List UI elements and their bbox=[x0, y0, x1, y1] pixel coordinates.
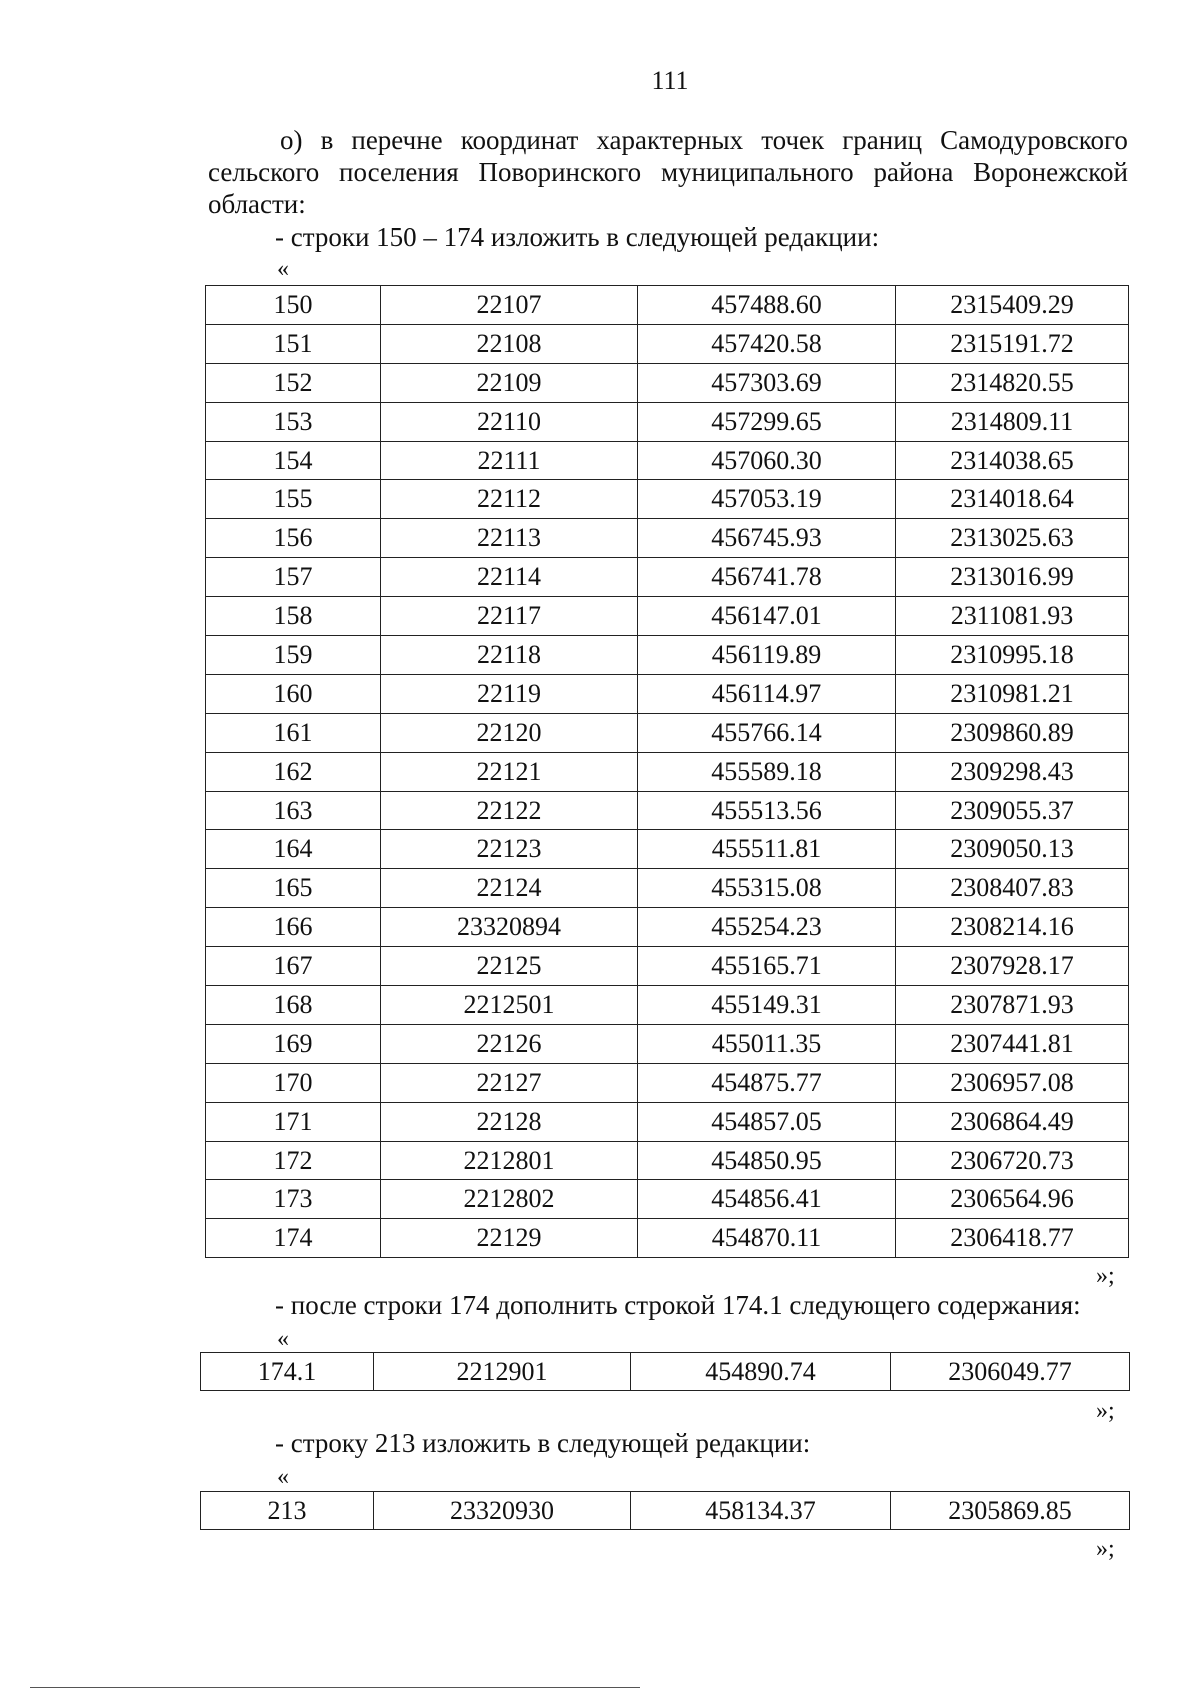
y-coordinate-cell: 2307441.81 bbox=[896, 1024, 1129, 1063]
intro-line-2 bbox=[208, 156, 1128, 188]
point-id-cell: 2212801 bbox=[381, 1141, 638, 1180]
table-row bbox=[206, 1219, 1129, 1258]
intro-word: сельского bbox=[208, 157, 320, 187]
row-number-cell: 159 bbox=[206, 636, 381, 675]
point-id-cell: 22121 bbox=[381, 752, 638, 791]
intro-word: перечне bbox=[351, 125, 443, 155]
x-coordinate-cell: 456119.89 bbox=[638, 636, 896, 675]
row-number-cell: 151 bbox=[206, 324, 381, 363]
row-number-cell: 170 bbox=[206, 1063, 381, 1102]
table-row bbox=[201, 1353, 1130, 1391]
point-id-cell: 22112 bbox=[381, 480, 638, 519]
x-coordinate-cell: 455589.18 bbox=[638, 752, 896, 791]
point-id-cell: 22128 bbox=[381, 1102, 638, 1141]
open-quote: « bbox=[277, 1464, 289, 1490]
point-id-cell: 22127 bbox=[381, 1063, 638, 1102]
y-coordinate-cell: 2306418.77 bbox=[896, 1219, 1129, 1258]
point-id-cell: 22114 bbox=[381, 558, 638, 597]
table-row bbox=[206, 480, 1129, 519]
y-coordinate-cell: 2306864.49 bbox=[896, 1102, 1129, 1141]
row-number-cell: 171 bbox=[206, 1102, 381, 1141]
x-coordinate-cell: 457053.19 bbox=[638, 480, 896, 519]
intro-word: Самодуровского bbox=[940, 125, 1128, 155]
point-id-cell: 2212901 bbox=[374, 1353, 631, 1391]
intro-word: муниципального bbox=[660, 157, 854, 187]
y-coordinate-cell: 2305869.85 bbox=[891, 1492, 1130, 1530]
x-coordinate-cell: 456147.01 bbox=[638, 597, 896, 636]
y-coordinate-cell: 2315191.72 bbox=[896, 324, 1129, 363]
table-row bbox=[206, 636, 1129, 675]
x-coordinate-cell: 456114.97 bbox=[638, 674, 896, 713]
table-row bbox=[206, 286, 1129, 325]
intro-word: в bbox=[320, 125, 334, 155]
close-quote: »; bbox=[1096, 1398, 1115, 1424]
row-number-cell: 156 bbox=[206, 519, 381, 558]
x-coordinate-cell: 455766.14 bbox=[638, 713, 896, 752]
x-coordinate-cell: 454870.11 bbox=[638, 1219, 896, 1258]
y-coordinate-cell: 2310981.21 bbox=[896, 674, 1129, 713]
table-row bbox=[206, 1024, 1129, 1063]
x-coordinate-cell: 457420.58 bbox=[638, 324, 896, 363]
point-id-cell: 22107 bbox=[381, 286, 638, 325]
y-coordinate-cell: 2310995.18 bbox=[896, 636, 1129, 675]
point-id-cell: 22117 bbox=[381, 597, 638, 636]
table-row bbox=[206, 402, 1129, 441]
table-row bbox=[201, 1492, 1130, 1530]
table-row bbox=[206, 908, 1129, 947]
point-id-cell: 23320930 bbox=[374, 1492, 631, 1530]
row-number-cell: 213 bbox=[201, 1492, 374, 1530]
close-quote: »; bbox=[1096, 1536, 1115, 1562]
row-number-cell: 163 bbox=[206, 791, 381, 830]
table-row bbox=[206, 1102, 1129, 1141]
table-row bbox=[206, 947, 1129, 986]
y-coordinate-cell: 2313025.63 bbox=[896, 519, 1129, 558]
point-id-cell: 22109 bbox=[381, 363, 638, 402]
point-id-cell: 23320894 bbox=[381, 908, 638, 947]
table-row bbox=[206, 519, 1129, 558]
bottom-divider bbox=[30, 1687, 640, 1688]
x-coordinate-cell: 454850.95 bbox=[638, 1141, 896, 1180]
x-coordinate-cell: 458134.37 bbox=[631, 1492, 891, 1530]
table-row bbox=[206, 324, 1129, 363]
intro-word: характерных bbox=[596, 125, 744, 155]
y-coordinate-cell: 2306049.77 bbox=[891, 1353, 1130, 1391]
table-row bbox=[206, 441, 1129, 480]
y-coordinate-cell: 2307928.17 bbox=[896, 947, 1129, 986]
x-coordinate-cell: 455315.08 bbox=[638, 869, 896, 908]
row-number-cell: 153 bbox=[206, 402, 381, 441]
point-id-cell: 22123 bbox=[381, 830, 638, 869]
x-coordinate-cell: 457299.65 bbox=[638, 402, 896, 441]
y-coordinate-cell: 2314018.64 bbox=[896, 480, 1129, 519]
row-number-cell: 173 bbox=[206, 1180, 381, 1219]
row-213-table bbox=[200, 1491, 1130, 1530]
row-174-1-table bbox=[200, 1352, 1130, 1391]
x-coordinate-cell: 454856.41 bbox=[638, 1180, 896, 1219]
x-coordinate-cell: 456745.93 bbox=[638, 519, 896, 558]
row-number-cell: 155 bbox=[206, 480, 381, 519]
row-number-cell: 157 bbox=[206, 558, 381, 597]
instruction-add-row-174-1: - после строки 174 дополнить строкой 174.1 следующего содержания: bbox=[275, 1290, 1081, 1320]
table-row bbox=[206, 1180, 1129, 1219]
y-coordinate-cell: 2311081.93 bbox=[896, 597, 1129, 636]
point-id-cell: 22126 bbox=[381, 1024, 638, 1063]
row-number-cell: 174 bbox=[206, 1219, 381, 1258]
y-coordinate-cell: 2306720.73 bbox=[896, 1141, 1129, 1180]
y-coordinate-cell: 2309298.43 bbox=[896, 752, 1129, 791]
row-number-cell: 162 bbox=[206, 752, 381, 791]
row-number-cell: 165 bbox=[206, 869, 381, 908]
y-coordinate-cell: 2307871.93 bbox=[896, 986, 1129, 1025]
x-coordinate-cell: 455511.81 bbox=[638, 830, 896, 869]
y-coordinate-cell: 2313016.99 bbox=[896, 558, 1129, 597]
point-id-cell: 2212501 bbox=[381, 986, 638, 1025]
x-coordinate-cell: 457060.30 bbox=[638, 441, 896, 480]
intro-word: границ bbox=[842, 125, 923, 155]
row-number-cell: 158 bbox=[206, 597, 381, 636]
y-coordinate-cell: 2315409.29 bbox=[896, 286, 1129, 325]
open-quote: « bbox=[277, 256, 289, 282]
row-number-cell: 174.1 bbox=[201, 1353, 374, 1391]
y-coordinate-cell: 2314038.65 bbox=[896, 441, 1129, 480]
table-row bbox=[206, 1141, 1129, 1180]
table-row bbox=[206, 713, 1129, 752]
intro-word: о) bbox=[280, 125, 303, 155]
row-number-cell: 160 bbox=[206, 674, 381, 713]
table-row bbox=[206, 1063, 1129, 1102]
x-coordinate-cell: 457303.69 bbox=[638, 363, 896, 402]
intro-word: Воронежской bbox=[973, 157, 1128, 187]
row-number-cell: 166 bbox=[206, 908, 381, 947]
y-coordinate-cell: 2306957.08 bbox=[896, 1063, 1129, 1102]
row-number-cell: 154 bbox=[206, 441, 381, 480]
coordinates-table bbox=[205, 285, 1129, 1258]
point-id-cell: 22110 bbox=[381, 402, 638, 441]
point-id-cell: 22119 bbox=[381, 674, 638, 713]
instruction-row-213: - строку 213 изложить в следующей редакции: bbox=[275, 1428, 811, 1458]
point-id-cell: 22120 bbox=[381, 713, 638, 752]
table-row bbox=[206, 869, 1129, 908]
x-coordinate-cell: 455254.23 bbox=[638, 908, 896, 947]
table-row bbox=[206, 830, 1129, 869]
table-row bbox=[206, 363, 1129, 402]
x-coordinate-cell: 455011.35 bbox=[638, 1024, 896, 1063]
x-coordinate-cell: 455165.71 bbox=[638, 947, 896, 986]
point-id-cell: 22108 bbox=[381, 324, 638, 363]
x-coordinate-cell: 456741.78 bbox=[638, 558, 896, 597]
point-id-cell: 22129 bbox=[381, 1219, 638, 1258]
table-row bbox=[206, 597, 1129, 636]
y-coordinate-cell: 2309860.89 bbox=[896, 713, 1129, 752]
intro-line-3: области: bbox=[208, 189, 306, 219]
x-coordinate-cell: 454890.74 bbox=[631, 1353, 891, 1391]
table-row bbox=[206, 674, 1129, 713]
x-coordinate-cell: 454875.77 bbox=[638, 1063, 896, 1102]
row-number-cell: 169 bbox=[206, 1024, 381, 1063]
instruction-rows-150-174: - строки 150 – 174 изложить в следующей редакции: bbox=[275, 222, 880, 252]
close-quote: »; bbox=[1096, 1263, 1115, 1289]
table-row bbox=[206, 558, 1129, 597]
x-coordinate-cell: 455513.56 bbox=[638, 791, 896, 830]
intro-word: точек bbox=[761, 125, 825, 155]
row-number-cell: 152 bbox=[206, 363, 381, 402]
intro-word: координат bbox=[460, 125, 579, 155]
y-coordinate-cell: 2309055.37 bbox=[896, 791, 1129, 830]
page-number: 111 bbox=[651, 66, 689, 95]
intro-line-1 bbox=[280, 124, 1128, 156]
x-coordinate-cell: 454857.05 bbox=[638, 1102, 896, 1141]
intro-word: района bbox=[873, 157, 954, 187]
point-id-cell: 22124 bbox=[381, 869, 638, 908]
point-id-cell: 22125 bbox=[381, 947, 638, 986]
table-row bbox=[206, 986, 1129, 1025]
y-coordinate-cell: 2308407.83 bbox=[896, 869, 1129, 908]
row-number-cell: 167 bbox=[206, 947, 381, 986]
intro-word: поселения bbox=[339, 157, 459, 187]
point-id-cell: 22111 bbox=[381, 441, 638, 480]
point-id-cell: 22118 bbox=[381, 636, 638, 675]
point-id-cell: 22122 bbox=[381, 791, 638, 830]
x-coordinate-cell: 455149.31 bbox=[638, 986, 896, 1025]
y-coordinate-cell: 2308214.16 bbox=[896, 908, 1129, 947]
y-coordinate-cell: 2314809.11 bbox=[896, 402, 1129, 441]
y-coordinate-cell: 2309050.13 bbox=[896, 830, 1129, 869]
point-id-cell: 22113 bbox=[381, 519, 638, 558]
intro-word: Поворинского bbox=[478, 157, 642, 187]
open-quote: « bbox=[277, 1326, 289, 1352]
point-id-cell: 2212802 bbox=[381, 1180, 638, 1219]
row-number-cell: 172 bbox=[206, 1141, 381, 1180]
table-row bbox=[206, 752, 1129, 791]
row-number-cell: 164 bbox=[206, 830, 381, 869]
y-coordinate-cell: 2314820.55 bbox=[896, 363, 1129, 402]
y-coordinate-cell: 2306564.96 bbox=[896, 1180, 1129, 1219]
x-coordinate-cell: 457488.60 bbox=[638, 286, 896, 325]
row-number-cell: 150 bbox=[206, 286, 381, 325]
row-number-cell: 168 bbox=[206, 986, 381, 1025]
table-row bbox=[206, 791, 1129, 830]
row-number-cell: 161 bbox=[206, 713, 381, 752]
